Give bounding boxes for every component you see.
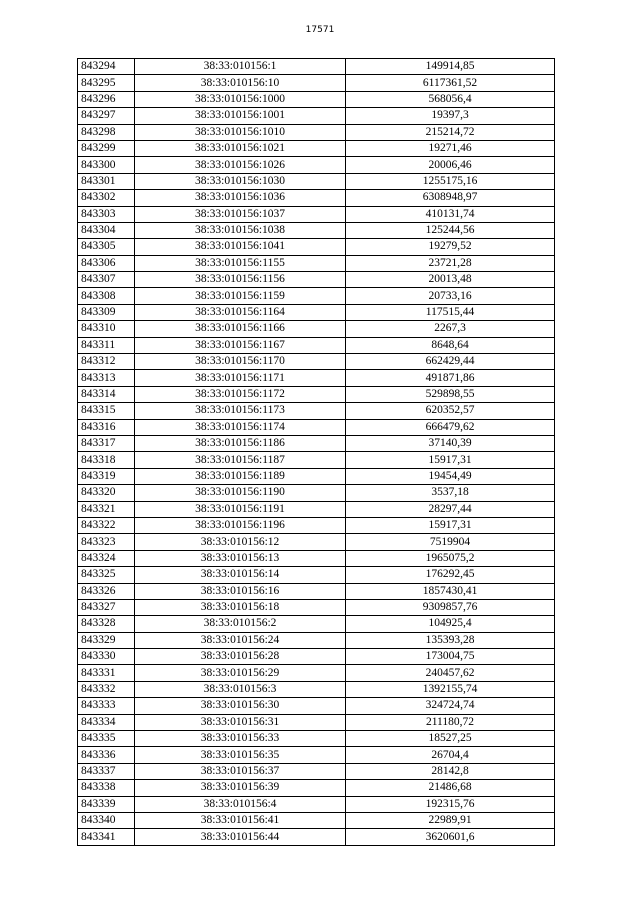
row-number-cell: 843297 <box>78 108 135 124</box>
table-body <box>78 59 555 846</box>
row-number-cell: 843301 <box>78 173 135 189</box>
cadastral-table <box>77 58 555 846</box>
cadastral-number-cell: 38:33:010156:1159 <box>135 288 346 304</box>
cadastral-number-cell: 38:33:010156:1026 <box>135 157 346 173</box>
value-cell: 149914,85 <box>346 59 555 75</box>
cadastral-number-cell: 38:33:010156:1170 <box>135 354 346 370</box>
cadastral-number-cell: 38:33:010156:13 <box>135 550 346 566</box>
table-row <box>78 681 555 697</box>
cadastral-number-cell: 38:33:010156:1187 <box>135 452 346 468</box>
row-number-cell: 843340 <box>78 812 135 828</box>
table-row <box>78 517 555 533</box>
value-cell: 19271,46 <box>346 140 555 156</box>
value-cell: 1392155,74 <box>346 681 555 697</box>
value-cell: 28142,8 <box>346 763 555 779</box>
row-number-cell: 843326 <box>78 583 135 599</box>
row-number-cell: 843328 <box>78 616 135 632</box>
row-number-cell: 843327 <box>78 599 135 615</box>
row-number-cell: 843335 <box>78 731 135 747</box>
table-row <box>78 108 555 124</box>
table-row <box>78 665 555 681</box>
row-number-cell: 843303 <box>78 206 135 222</box>
row-number-cell: 843321 <box>78 501 135 517</box>
cadastral-number-cell: 38:33:010156:44 <box>135 829 346 845</box>
table-row <box>78 140 555 156</box>
value-cell: 7519904 <box>346 534 555 550</box>
row-number-cell: 843324 <box>78 550 135 566</box>
cadastral-number-cell: 38:33:010156:3 <box>135 681 346 697</box>
cadastral-number-cell: 38:33:010156:1021 <box>135 140 346 156</box>
cadastral-number-cell: 38:33:010156:28 <box>135 649 346 665</box>
row-number-cell: 843334 <box>78 714 135 730</box>
value-cell: 324724,74 <box>346 698 555 714</box>
value-cell: 1857430,41 <box>346 583 555 599</box>
row-number-cell: 843302 <box>78 190 135 206</box>
value-cell: 215214,72 <box>346 124 555 140</box>
table-row <box>78 419 555 435</box>
value-cell: 6117361,52 <box>346 75 555 91</box>
table-row <box>78 222 555 238</box>
value-cell: 240457,62 <box>346 665 555 681</box>
cadastral-number-cell: 38:33:010156:1196 <box>135 517 346 533</box>
cadastral-number-cell: 38:33:010156:1191 <box>135 501 346 517</box>
table-row <box>78 550 555 566</box>
row-number-cell: 843339 <box>78 796 135 812</box>
cadastral-number-cell: 38:33:010156:1155 <box>135 255 346 271</box>
value-cell: 28297,44 <box>346 501 555 517</box>
value-cell: 568056,4 <box>346 91 555 107</box>
row-number-cell: 843322 <box>78 517 135 533</box>
value-cell: 1965075,2 <box>346 550 555 566</box>
row-number-cell: 843317 <box>78 435 135 451</box>
row-number-cell: 843320 <box>78 485 135 501</box>
table-row <box>78 354 555 370</box>
value-cell: 117515,44 <box>346 304 555 320</box>
table-row <box>78 386 555 402</box>
row-number-cell: 843305 <box>78 239 135 255</box>
table-row <box>78 812 555 828</box>
table-row <box>78 304 555 320</box>
cadastral-number-cell: 38:33:010156:1173 <box>135 403 346 419</box>
cadastral-number-cell: 38:33:010156:12 <box>135 534 346 550</box>
value-cell: 410131,74 <box>346 206 555 222</box>
row-number-cell: 843310 <box>78 321 135 337</box>
row-number-cell: 843338 <box>78 780 135 796</box>
table-row <box>78 698 555 714</box>
row-number-cell: 843341 <box>78 829 135 845</box>
row-number-cell: 843304 <box>78 222 135 238</box>
row-number-cell: 843307 <box>78 272 135 288</box>
table-row <box>78 616 555 632</box>
value-cell: 6308948,97 <box>346 190 555 206</box>
table-row <box>78 124 555 140</box>
value-cell: 173004,75 <box>346 649 555 665</box>
cadastral-number-cell: 38:33:010156:35 <box>135 747 346 763</box>
value-cell: 37140,39 <box>346 435 555 451</box>
page-number: 17571 <box>305 25 335 35</box>
table-row <box>78 731 555 747</box>
table-row <box>78 763 555 779</box>
row-number-cell: 843306 <box>78 255 135 271</box>
cadastral-number-cell: 38:33:010156:37 <box>135 763 346 779</box>
row-number-cell: 843315 <box>78 403 135 419</box>
value-cell: 3537,18 <box>346 485 555 501</box>
value-cell: 21486,68 <box>346 780 555 796</box>
table-row <box>78 583 555 599</box>
table-row <box>78 255 555 271</box>
row-number-cell: 843325 <box>78 567 135 583</box>
cadastral-number-cell: 38:33:010156:1171 <box>135 370 346 386</box>
value-cell: 15917,31 <box>346 452 555 468</box>
value-cell: 1255175,16 <box>346 173 555 189</box>
row-number-cell: 843311 <box>78 337 135 353</box>
table-row <box>78 649 555 665</box>
cadastral-number-cell: 38:33:010156:1174 <box>135 419 346 435</box>
row-number-cell: 843314 <box>78 386 135 402</box>
value-cell: 176292,45 <box>346 567 555 583</box>
cadastral-number-cell: 38:33:010156:33 <box>135 731 346 747</box>
table-row <box>78 780 555 796</box>
cadastral-number-cell: 38:33:010156:1189 <box>135 468 346 484</box>
table-row <box>78 829 555 845</box>
cadastral-number-cell: 38:33:010156:16 <box>135 583 346 599</box>
cadastral-number-cell: 38:33:010156:1038 <box>135 222 346 238</box>
table-row <box>78 239 555 255</box>
row-number-cell: 843294 <box>78 59 135 75</box>
row-number-cell: 843296 <box>78 91 135 107</box>
table-row <box>78 370 555 386</box>
table-row <box>78 534 555 550</box>
row-number-cell: 843313 <box>78 370 135 386</box>
table-row <box>78 59 555 75</box>
value-cell: 135393,28 <box>346 632 555 648</box>
row-number-cell: 843336 <box>78 747 135 763</box>
cadastral-number-cell: 38:33:010156:24 <box>135 632 346 648</box>
value-cell: 23721,28 <box>346 255 555 271</box>
table-row <box>78 796 555 812</box>
table-row <box>78 75 555 91</box>
row-number-cell: 843298 <box>78 124 135 140</box>
cadastral-number-cell: 38:33:010156:31 <box>135 714 346 730</box>
cadastral-number-cell: 38:33:010156:1186 <box>135 435 346 451</box>
cadastral-number-cell: 38:33:010156:1001 <box>135 108 346 124</box>
cadastral-number-cell: 38:33:010156:1030 <box>135 173 346 189</box>
cadastral-number-cell: 38:33:010156:10 <box>135 75 346 91</box>
cadastral-number-cell: 38:33:010156:1036 <box>135 190 346 206</box>
row-number-cell: 843308 <box>78 288 135 304</box>
table-row <box>78 435 555 451</box>
row-number-cell: 843312 <box>78 354 135 370</box>
table-row <box>78 485 555 501</box>
row-number-cell: 843299 <box>78 140 135 156</box>
table-row <box>78 452 555 468</box>
table-row <box>78 206 555 222</box>
row-number-cell: 843316 <box>78 419 135 435</box>
cadastral-number-cell: 38:33:010156:1000 <box>135 91 346 107</box>
table-row <box>78 157 555 173</box>
table-row <box>78 567 555 583</box>
row-number-cell: 843309 <box>78 304 135 320</box>
value-cell: 104925,4 <box>346 616 555 632</box>
table-row <box>78 403 555 419</box>
cadastral-number-cell: 38:33:010156:2 <box>135 616 346 632</box>
cadastral-number-cell: 38:33:010156:1010 <box>135 124 346 140</box>
cadastral-number-cell: 38:33:010156:1164 <box>135 304 346 320</box>
value-cell: 9309857,76 <box>346 599 555 615</box>
cadastral-number-cell: 38:33:010156:1156 <box>135 272 346 288</box>
cadastral-number-cell: 38:33:010156:1 <box>135 59 346 75</box>
table-row <box>78 321 555 337</box>
value-cell: 666479,62 <box>346 419 555 435</box>
value-cell: 491871,86 <box>346 370 555 386</box>
table-row <box>78 714 555 730</box>
row-number-cell: 843318 <box>78 452 135 468</box>
row-number-cell: 843331 <box>78 665 135 681</box>
row-number-cell: 843295 <box>78 75 135 91</box>
value-cell: 22989,91 <box>346 812 555 828</box>
value-cell: 15917,31 <box>346 517 555 533</box>
table-row <box>78 288 555 304</box>
cadastral-number-cell: 38:33:010156:1041 <box>135 239 346 255</box>
row-number-cell: 843300 <box>78 157 135 173</box>
value-cell: 20013,48 <box>346 272 555 288</box>
value-cell: 18527,25 <box>346 731 555 747</box>
cadastral-number-cell: 38:33:010156:1167 <box>135 337 346 353</box>
value-cell: 529898,55 <box>346 386 555 402</box>
row-number-cell: 843337 <box>78 763 135 779</box>
value-cell: 192315,76 <box>346 796 555 812</box>
cadastral-number-cell: 38:33:010156:1166 <box>135 321 346 337</box>
table-row <box>78 91 555 107</box>
cadastral-number-cell: 38:33:010156:1172 <box>135 386 346 402</box>
cadastral-number-cell: 38:33:010156:1037 <box>135 206 346 222</box>
row-number-cell: 843323 <box>78 534 135 550</box>
table-row <box>78 337 555 353</box>
row-number-cell: 843329 <box>78 632 135 648</box>
table-row <box>78 272 555 288</box>
cadastral-number-cell: 38:33:010156:30 <box>135 698 346 714</box>
table-row <box>78 632 555 648</box>
cadastral-number-cell: 38:33:010156:4 <box>135 796 346 812</box>
value-cell: 20006,46 <box>346 157 555 173</box>
value-cell: 211180,72 <box>346 714 555 730</box>
value-cell: 125244,56 <box>346 222 555 238</box>
row-number-cell: 843332 <box>78 681 135 697</box>
row-number-cell: 843330 <box>78 649 135 665</box>
value-cell: 19279,52 <box>346 239 555 255</box>
table-row <box>78 747 555 763</box>
cadastral-number-cell: 38:33:010156:14 <box>135 567 346 583</box>
value-cell: 620352,57 <box>346 403 555 419</box>
cadastral-number-cell: 38:33:010156:39 <box>135 780 346 796</box>
value-cell: 2267,3 <box>346 321 555 337</box>
value-cell: 20733,16 <box>346 288 555 304</box>
table-row <box>78 468 555 484</box>
row-number-cell: 843319 <box>78 468 135 484</box>
value-cell: 3620601,6 <box>346 829 555 845</box>
table-row <box>78 501 555 517</box>
row-number-cell: 843333 <box>78 698 135 714</box>
cadastral-number-cell: 38:33:010156:1190 <box>135 485 346 501</box>
table-row <box>78 190 555 206</box>
table-row <box>78 173 555 189</box>
value-cell: 26704,4 <box>346 747 555 763</box>
table-row <box>78 599 555 615</box>
cadastral-number-cell: 38:33:010156:29 <box>135 665 346 681</box>
cadastral-number-cell: 38:33:010156:41 <box>135 812 346 828</box>
cadastral-number-cell: 38:33:010156:18 <box>135 599 346 615</box>
value-cell: 8648,64 <box>346 337 555 353</box>
value-cell: 19397,3 <box>346 108 555 124</box>
value-cell: 19454,49 <box>346 468 555 484</box>
value-cell: 662429,44 <box>346 354 555 370</box>
